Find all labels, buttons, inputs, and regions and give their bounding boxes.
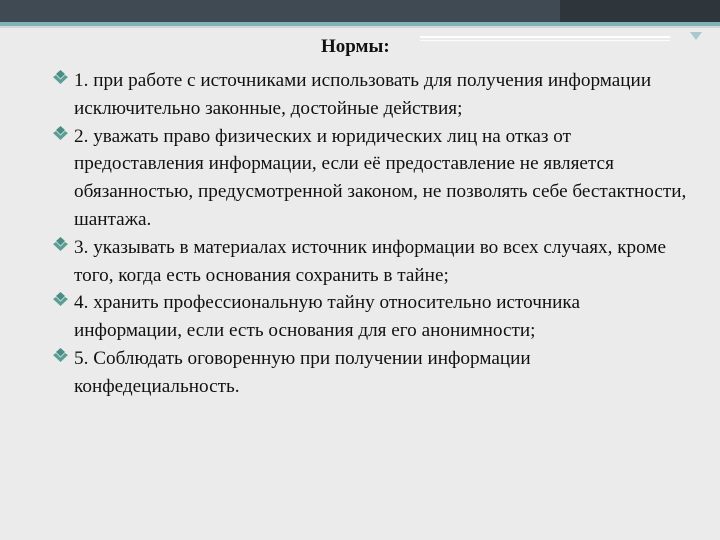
list-item [52,123,692,234]
list-item [52,67,692,123]
slide-title: Нормы: [321,36,390,57]
header-bar [0,0,720,30]
list-item [52,345,692,401]
diamond-chevron-icon [52,236,69,253]
list-item [52,234,692,290]
arrow-icon [688,28,704,44]
item-text: 3. указывать в материалах источник информации во всех случаях, кроме того, когда есть основания сохранить в тайне; [74,236,667,286]
item-text: 2. уважать право физических и юридических лиц на отказ от предоставления информации, если её предоставление не является обязанностью, предусмотренной законом, не позволять себе бестактности, шантажа. [74,125,687,230]
decorative-lines [420,36,670,42]
norms-list [52,67,692,401]
diamond-chevron-icon [52,347,69,364]
item-text: 1. при работе с источниками использовать для получения информации исключительно законные, достойные действия; [74,70,652,119]
item-text: 4. хранить профессиональную тайну относительно источника информации, если есть основания для его анонимности; [74,292,580,342]
diamond-chevron-icon [52,125,69,142]
item-text: 5. Соблюдать оговоренную при получении информации конфедециальность. [74,347,531,397]
diamond-chevron-icon [52,291,69,308]
diamond-chevron-icon [52,69,69,86]
list-item [52,289,692,345]
